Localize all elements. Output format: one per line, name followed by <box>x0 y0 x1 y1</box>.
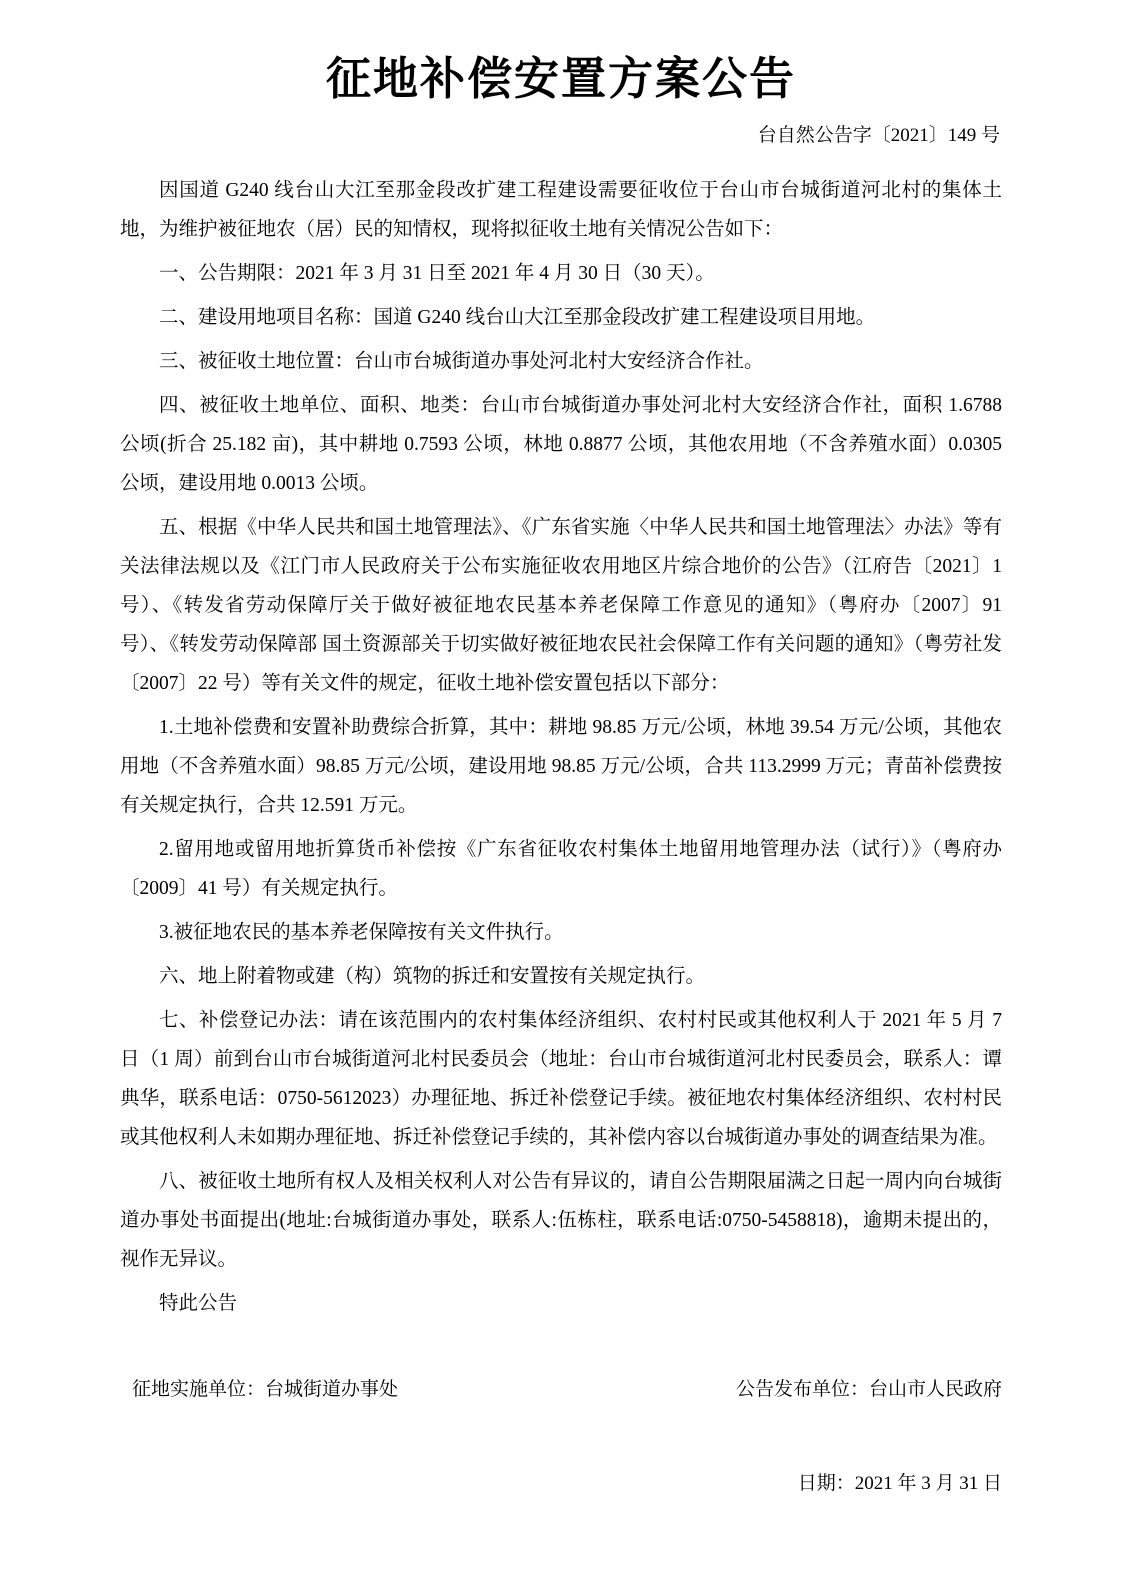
item-1-notice-period: 一、公告期限：2021 年 3 月 31 日至 2021 年 4 月 30 日（30 天）。 <box>159 262 715 284</box>
item-5-sub-3-pension: 3.被征地农民的基本养老保障按有关文件执行。 <box>159 921 564 943</box>
item-2-project-name: 二、建设用地项目名称：国道 G240 线台山大江至那金段改扩建工程建设项目用地。 <box>159 306 876 328</box>
intro-paragraph: 因国道 G240 线台山大江至那金段改扩建工程建设需要征收位于台山市台城街道河北村的集体土地，为维护被征地农（居）民的知情权，现将拟征收土地有关情况公告如下： <box>120 179 1002 240</box>
closing-statement: 特此公告 <box>159 1292 238 1314</box>
item-7-registration-procedure: 七、补偿登记办法：请在该范围内的农村集体经济组织、农村村民或其他权利人于 2021 年 5 月 7 日（1 周）前到台山市台城街道河北村民委员会（地址：台山市台城街道河北村民委员会，联系人：谭典华，联系电话：0750-5612023）办理征地、拆迁补偿登记手续。被征地农村集体经济组织、农村村民或其他权利人未如期办理征地、拆迁补偿登记手续的，其补偿内容以台城街道办事处的调查结果为准。 <box>120 1009 1002 1148</box>
item-6-attachments-demolition: 六、地上附着物或建（构）筑物的拆迁和安置按有关规定执行。 <box>159 965 706 987</box>
document-reference-number: 台自然公告字〔2021〕149 号 <box>757 124 1000 146</box>
page-title: 征地补偿安置方案公告 <box>325 54 796 104</box>
implementing-unit: 征地实施单位：台城街道办事处 <box>132 1378 399 1400</box>
item-5-sub-2-reserved-land: 2.留用地或留用地折算货币补偿按《广东省征收农村集体土地留用地管理办法（试行）》（粤府办〔2009〕41 号）有关规定执行。 <box>120 838 1002 899</box>
item-5-sub-1-compensation-rates: 1.土地补偿费和安置补助费综合折算，其中：耕地 98.85 万元/公顷，林地 39.54 万元/公顷，其他农用地（不含养殖水面）98.85 万元/公顷，建设用地 98.85 万元/公顷，合共 113.2999 万元；青苗补偿费按有关规定执行，合共 12.591 万元。 <box>120 716 1002 816</box>
item-5-legal-basis: 五、根据《中华人民共和国土地管理法》、《广东省实施〈中华人民共和国土地管理法〉办法》等有关法律法规以及《江门市人民政府关于公布实施征收农用地区片综合地价的公告》（江府告〔2021〕1 号）、《转发省劳动保障厅关于做好被征地农民基本养老保障工作意见的通知》（粤府办〔2007〕91 号）、《转发劳动保障部 国土资源部关于切实做好被征地农民社会保障工作有关问题的通知》（粤劳社发〔2007〕22 号）等有关文件的规定，征收土地补偿安置包括以下部分： <box>120 516 1002 694</box>
issue-date: 日期：2021 年 3 月 31 日 <box>797 1472 1002 1494</box>
document-body <box>120 171 1002 1323</box>
publishing-unit: 公告发布单位：台山市人民政府 <box>735 1378 1002 1400</box>
signature-row <box>120 1375 1002 1405</box>
item-4-land-unit-area-type: 四、被征收土地单位、面积、地类：台山市台城街道办事处河北村大安经济合作社，面积 1.6788 公顷(折合 25.182 亩)，其中耕地 0.7593 公顷，林地 0.8877 公顷，其他农用地（不含养殖水面）0.0305 公顷，建设用地 0.0013 公顷。 <box>120 394 1002 494</box>
item-3-land-location: 三、被征收土地位置：台山市台城街道办事处河北村大安经济合作社。 <box>159 350 764 372</box>
item-8-objection-procedure: 八、被征收土地所有权人及相关权利人对公告有异议的，请自公告期限届满之日起一周内向台城街道办事处书面提出(地址:台城街道办事处，联系人:伍栋柱，联系电话:0750-5458818)，逾期未提出的，视作无异议。 <box>120 1170 1002 1270</box>
